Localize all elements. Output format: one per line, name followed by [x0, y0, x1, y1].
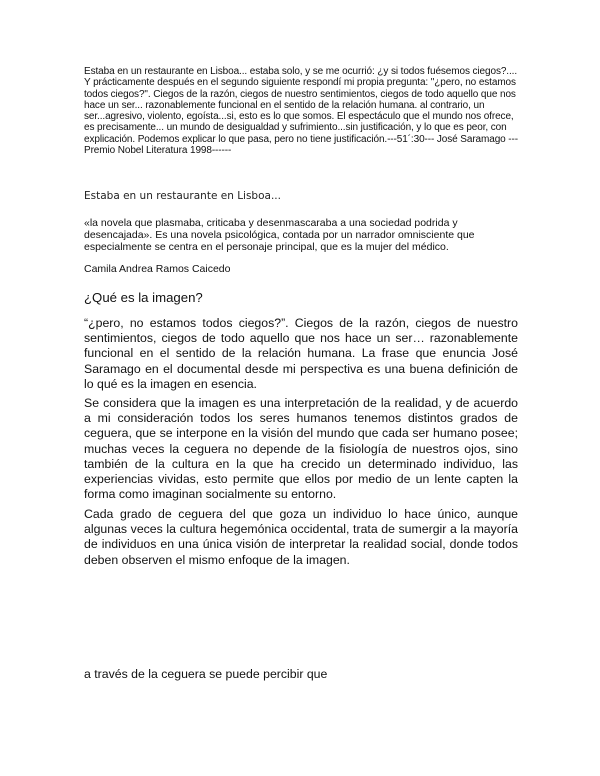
question-title: ¿Qué es la imagen? [84, 290, 203, 305]
body-paragraph-2: Se considera que la imagen es una interpretación de la realidad, y de acuerdo a mi consideración todos los seres humanos tenemos distintos grados de ceguera, que se interpone en la visión del mundo que cada ser humano posee; muchas veces la ceguera no depende de la fisiología de nuestros ojos, sino también de la cultura en la que ha crecido un determinado individuo, las experiencias vividas, esto permite que ellos por medio de un lente capten la forma como imaginan socialmente su entorno. [84, 396, 518, 502]
body-paragraph-1: “¿pero, no estamos todos ciegos?”. Ciegos de la razón, ciegos de nuestro sentimientos, ciegos de todo aquello que nos hace un ser… razonablemente funcional en el sentido de la relación humana. La frase que enuncia José Saramago en el documental desde mi perspectiva es una buena definición de lo qué es la imagen en esencia. [84, 316, 518, 391]
body-paragraph-3: Cada grado de ceguera del que goza un individuo lo hace único, aunque algunas veces la cultura hegemónica occidental, trata de sumergir a la mayoría de individuos en una única visión de interpretar la realidad social, donde todos deben observen el mismo enfoque de la imagen. [84, 507, 518, 567]
section-heading: Estaba en un restaurante en Lisboa... [84, 190, 281, 202]
intro-quote: Estaba en un restaurante en Lisboa... estaba solo, y se me ocurrió: ¿y si todos fuésemos ciegos?.... Y prácticamente después en el segundo siguiente respondí mi propia pregunta: "¿pero, no estamos todos ciegos?". Ciegos de la razón, ciegos de nuestro sentimientos, ciegos de todo aquello que nos hace un ser... razonablemente funcional en el sentido de la relación humana. al contrario, un ser...agresivo, violento, egoísta...si, esto es lo que somos. El espectáculo que el mundo nos ofrece, es precisamente... un mundo de desigualdad y sufrimiento...sin justificación, y lo que es peor, con explicación. Podemos explicar lo que pasa, pero no tiene justificación.---51´:30--- José Saramago ---Premio Nobel Literatura 1998------ [84, 66, 519, 157]
author-name: Camila Andrea Ramos Caicedo [84, 263, 231, 275]
review-quote: «la novela que plasmaba, criticaba y desenmascaraba a una sociedad podrida y desencajada». Es una novela psicológica, contada por un narrador omnisciente que especialmente se centra en el personaje principal, que es la mujer del médico. [84, 217, 475, 253]
closing-line: a través de la ceguera se puede percibir que [84, 667, 328, 681]
